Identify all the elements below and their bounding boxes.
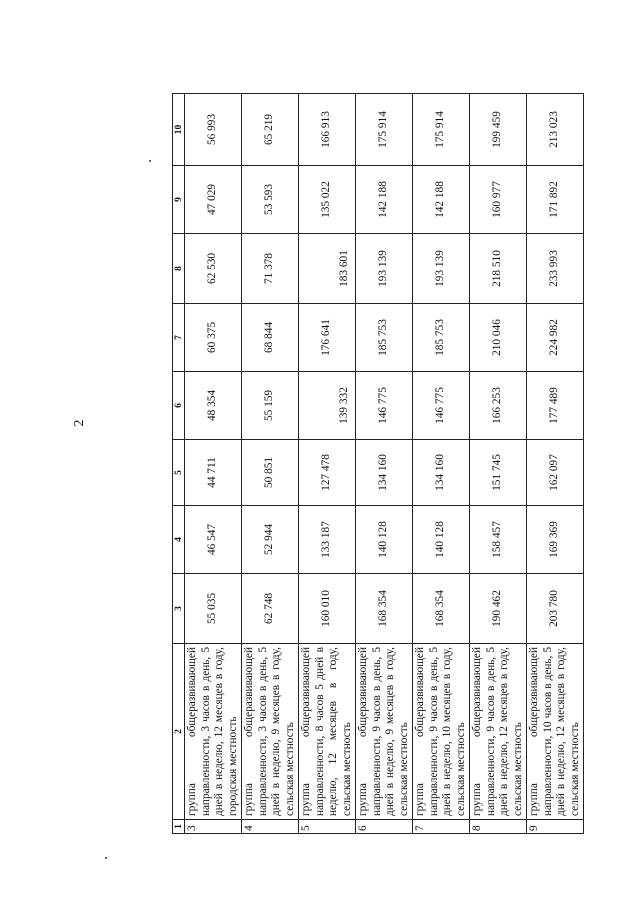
value-cell: 218 510 xyxy=(470,233,527,303)
header-row xyxy=(173,93,185,833)
row-number-cell: 5 xyxy=(299,819,356,833)
value-cell: 171 892 xyxy=(527,165,584,233)
value-cell: 134 160 xyxy=(413,439,470,505)
table-row xyxy=(527,93,584,833)
value-cell: 140 128 xyxy=(413,505,470,573)
header-cell: 7 xyxy=(173,303,185,371)
row-description-cell: группа общеразвивающей направленности, 3 часов в день, 5 дней в неделю, 12 месяцев в году, городская местность xyxy=(185,643,242,819)
value-cell: 135 022 xyxy=(299,165,356,233)
value-cell: 175 914 xyxy=(356,93,413,165)
tariff-table xyxy=(172,93,584,834)
value-cell: 46 547 xyxy=(185,505,242,573)
value-cell: 52 944 xyxy=(242,505,299,573)
value-cell: 176 641 xyxy=(299,303,356,371)
row-number-cell: 4 xyxy=(242,819,299,833)
value-cell: 183 601 xyxy=(299,233,356,303)
value-cell: 151 745 xyxy=(470,439,527,505)
value-cell: 233 993 xyxy=(527,233,584,303)
value-cell: 185 753 xyxy=(413,303,470,371)
value-cell: 185 753 xyxy=(356,303,413,371)
value-cell: 134 160 xyxy=(356,439,413,505)
header-cell: 6 xyxy=(173,371,185,439)
value-cell: 133 187 xyxy=(299,505,356,573)
table-row xyxy=(470,93,527,833)
tariff-table-rotated xyxy=(172,94,581,834)
value-cell: 175 914 xyxy=(413,93,470,165)
value-cell: 213 023 xyxy=(527,93,584,165)
header-cell: 2 xyxy=(173,643,185,819)
value-cell: 65 219 xyxy=(242,93,299,165)
header-cell: 8 xyxy=(173,233,185,303)
row-description-cell: группа общеразвивающей направленности, 9 часов в день, 5 дней в неделю, 9 месяцев в году, сельская местность xyxy=(356,643,413,819)
value-cell: 224 982 xyxy=(527,303,584,371)
row-number-cell: 3 xyxy=(185,819,242,833)
value-cell: 55 035 xyxy=(185,573,242,643)
row-number-cell: 9 xyxy=(527,819,584,833)
row-description-cell: группа общеразвивающей направленности, 10 часов в день, 5 дней в неделю, 12 месяцев в году, сельская местность xyxy=(527,643,584,819)
header-cell: 9 xyxy=(173,165,185,233)
row-number-cell: 6 xyxy=(356,819,413,833)
value-cell: 62 748 xyxy=(242,573,299,643)
table-row xyxy=(413,93,470,833)
value-cell: 203 780 xyxy=(527,573,584,643)
value-cell: 166 253 xyxy=(470,371,527,439)
header-cell: 10 xyxy=(173,93,185,165)
value-cell: 127 478 xyxy=(299,439,356,505)
scan-speck xyxy=(149,160,151,162)
header-cell: 1 xyxy=(173,819,185,833)
table-body xyxy=(173,93,584,833)
value-cell: 47 029 xyxy=(185,165,242,233)
value-cell: 146 775 xyxy=(356,371,413,439)
value-cell: 199 459 xyxy=(470,93,527,165)
value-cell: 193 139 xyxy=(356,233,413,303)
header-cell: 5 xyxy=(173,439,185,505)
row-number-cell: 7 xyxy=(413,819,470,833)
value-cell: 193 139 xyxy=(413,233,470,303)
row-description-cell: группа общеразвивающей направленности, 8 часов 5 дней в неделю, 12 месяцев в году, сельская местность xyxy=(299,643,356,819)
value-cell: 146 775 xyxy=(413,371,470,439)
value-cell: 56 993 xyxy=(185,93,242,165)
value-cell: 48 354 xyxy=(185,371,242,439)
header-cell: 3 xyxy=(173,573,185,643)
table-row xyxy=(185,93,242,833)
value-cell: 160 977 xyxy=(470,165,527,233)
row-description-cell: группа общеразвивающей направленности, 9 часов в день, 5 дней в неделю, 10 месяцев в году, сельская местность xyxy=(413,643,470,819)
value-cell: 169 369 xyxy=(527,505,584,573)
value-cell: 158 457 xyxy=(470,505,527,573)
row-number-cell: 8 xyxy=(470,819,527,833)
value-cell: 210 046 xyxy=(470,303,527,371)
value-cell: 60 375 xyxy=(185,303,242,371)
value-cell: 162 097 xyxy=(527,439,584,505)
value-cell: 71 378 xyxy=(242,233,299,303)
value-cell: 44 711 xyxy=(185,439,242,505)
value-cell: 160 010 xyxy=(299,573,356,643)
table-row xyxy=(242,93,299,833)
value-cell: 62 530 xyxy=(185,233,242,303)
value-cell: 142 188 xyxy=(356,165,413,233)
value-cell: 166 913 xyxy=(299,93,356,165)
value-cell: 55 159 xyxy=(242,371,299,439)
row-description-cell: группа общеразвивающей направленности, 3 часов в день, 5 дней в неделю, 9 месяцев в году, сельская местность xyxy=(242,643,299,819)
value-cell: 68 844 xyxy=(242,303,299,371)
value-cell: 53 593 xyxy=(242,165,299,233)
value-cell: 139 332 xyxy=(299,371,356,439)
row-description-cell: группа общеразвивающей направленности, 9 часов в день, 5 дней в неделю, 12 месяцев в году, сельская местность xyxy=(470,643,527,819)
value-cell: 168 354 xyxy=(413,573,470,643)
page-number: 2 xyxy=(72,419,87,427)
value-cell: 190 462 xyxy=(470,573,527,643)
table-row xyxy=(299,93,356,833)
value-cell: 168 354 xyxy=(356,573,413,643)
header-cell: 4 xyxy=(173,505,185,573)
scan-speck xyxy=(105,857,107,859)
value-cell: 50 851 xyxy=(242,439,299,505)
value-cell: 140 128 xyxy=(356,505,413,573)
table-row xyxy=(356,93,413,833)
value-cell: 142 188 xyxy=(413,165,470,233)
value-cell: 177 489 xyxy=(527,371,584,439)
